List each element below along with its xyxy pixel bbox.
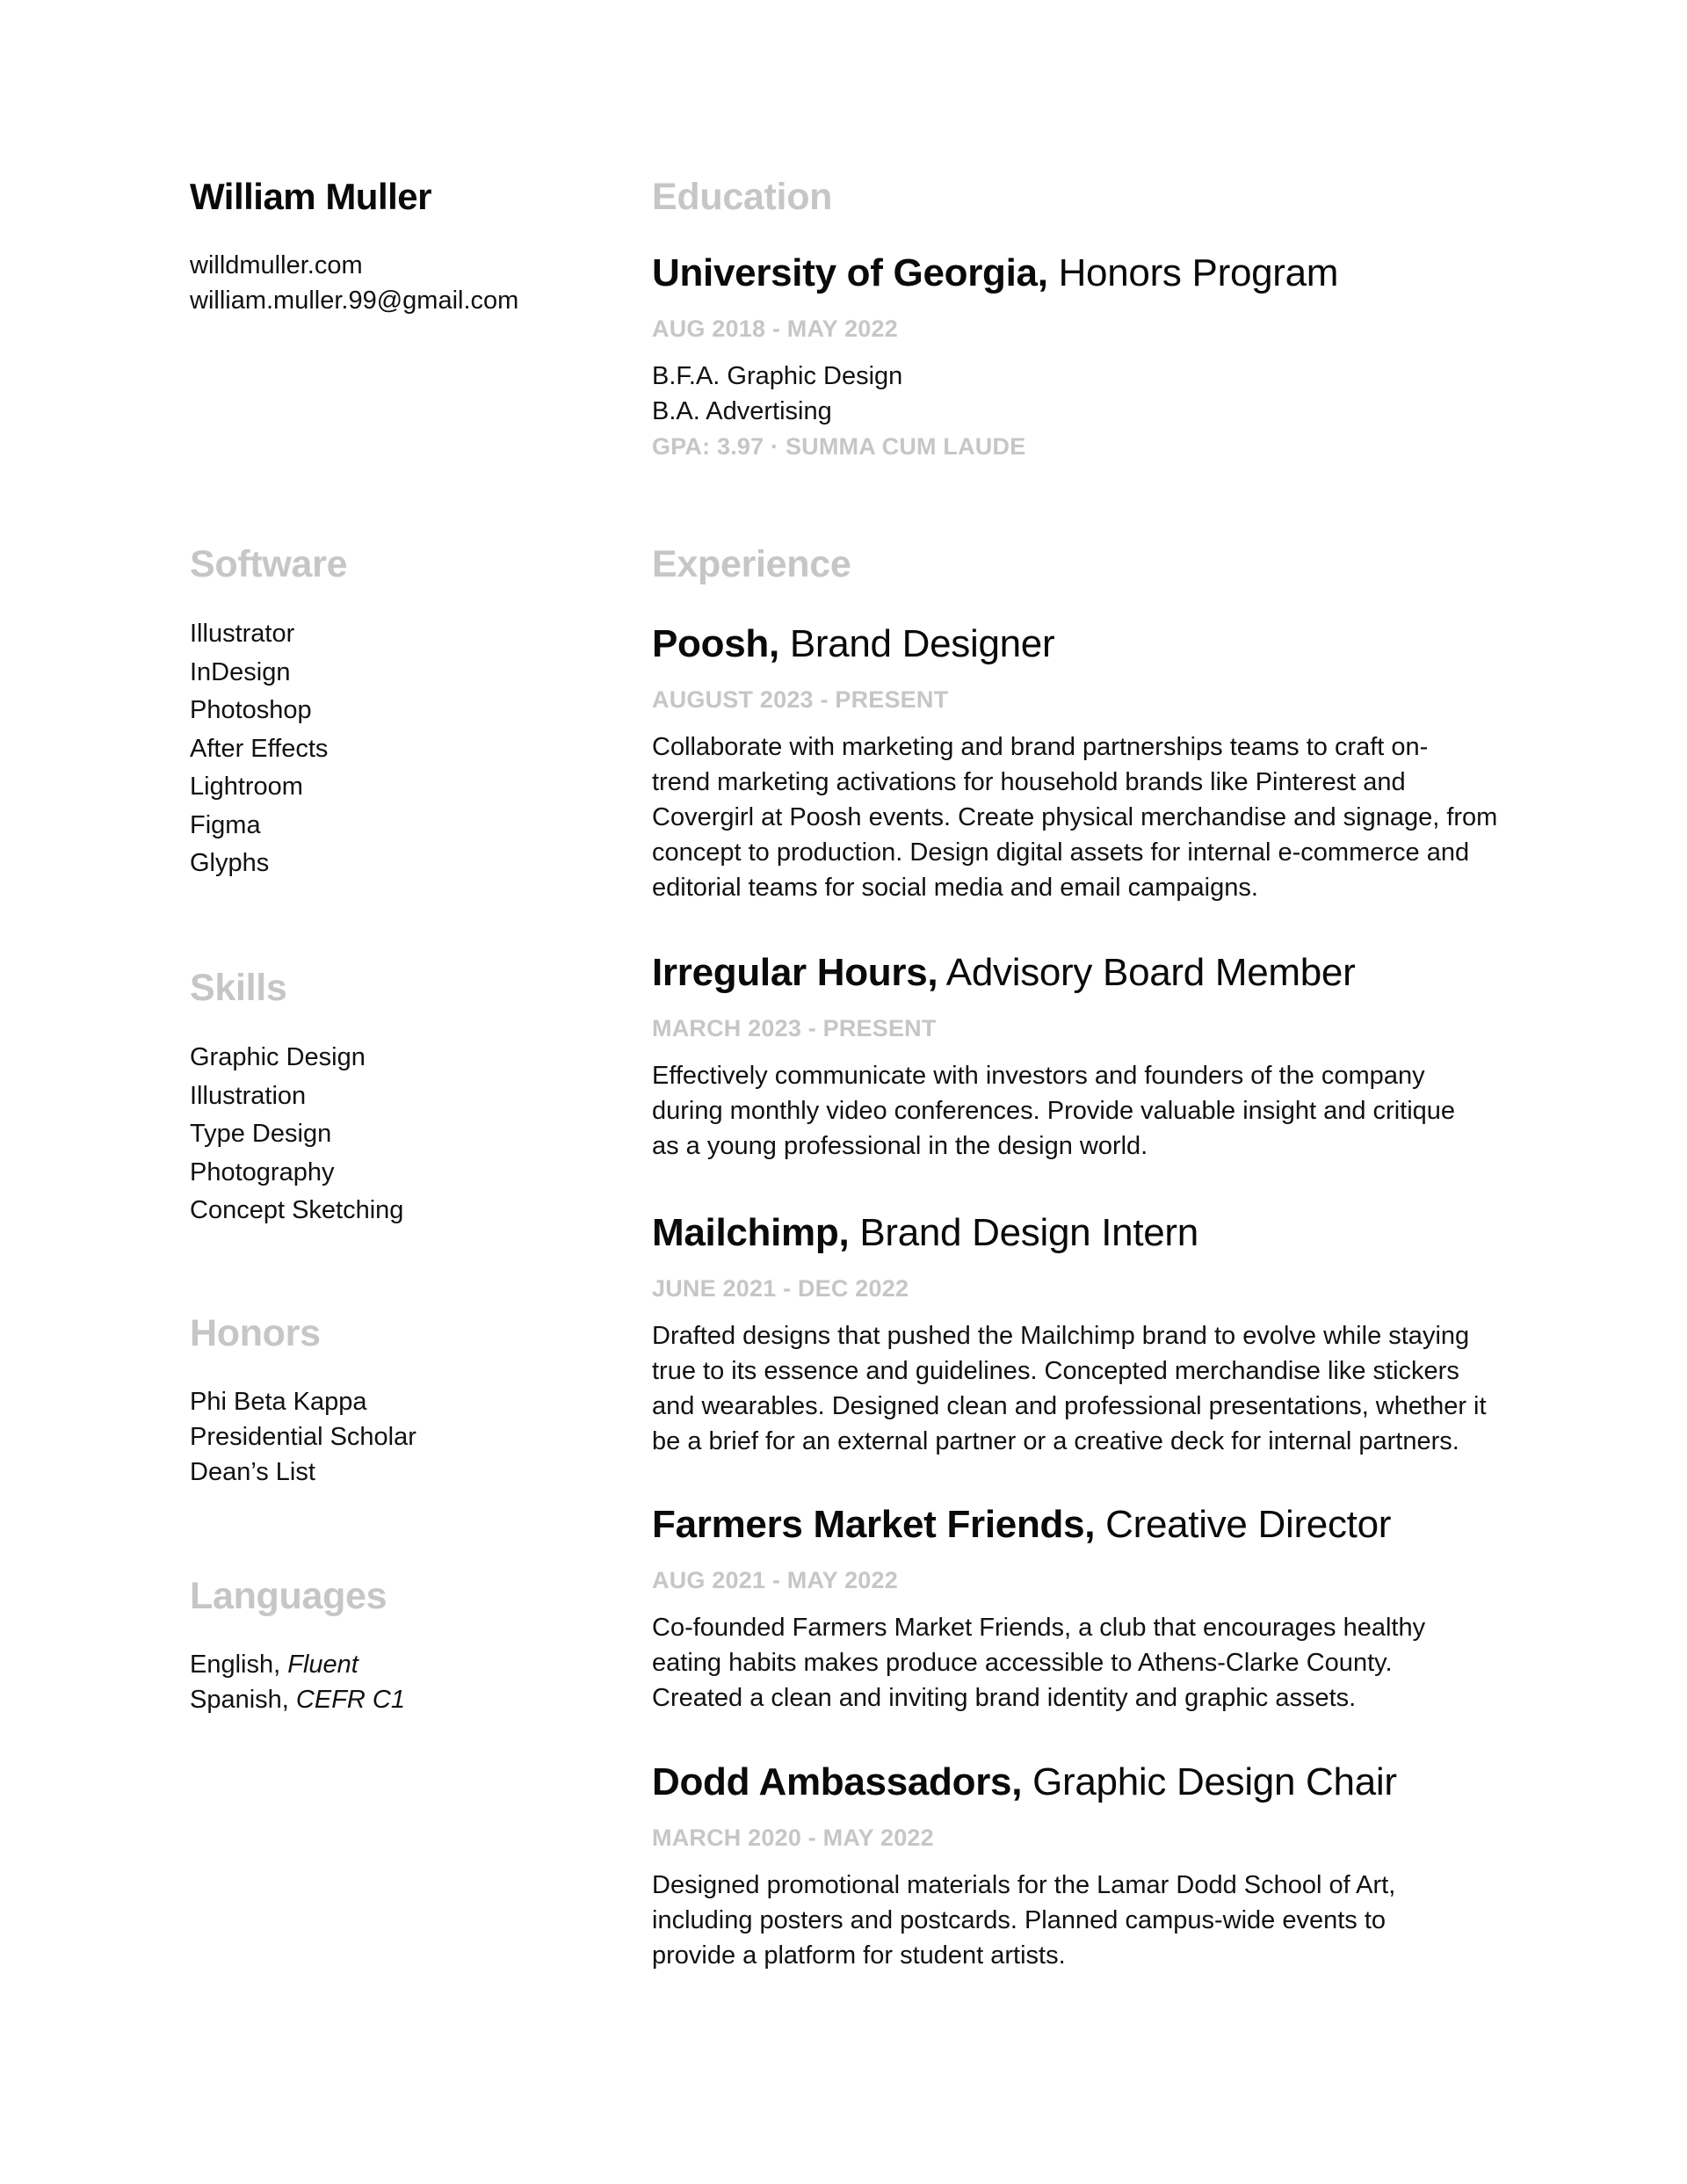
list-item: Dean’s List <box>190 1458 315 1486</box>
description-line: be a brief for an external partner or a creative deck for internal partners. <box>652 1427 1459 1455</box>
description-line: as a young professional in the design world. <box>652 1132 1148 1160</box>
contact-info <box>190 248 612 318</box>
description-line: during monthly video conferences. Provide valuable insight and critique <box>652 1097 1456 1125</box>
job-role: Graphic Design Chair <box>1032 1760 1397 1803</box>
language-name: English, <box>190 1651 281 1679</box>
list-item: Photography <box>190 1157 335 1186</box>
list-item: Concept Sketching <box>190 1196 404 1224</box>
degree: B.A. Advertising <box>652 397 832 425</box>
job-description <box>652 1058 1531 1164</box>
description-line: Covergirl at Poosh events. Create physical merchandise and signage, from <box>652 803 1498 831</box>
education-title: Education <box>652 176 833 218</box>
job-org: Mailchimp, <box>652 1211 850 1254</box>
education-gpa: GPA: 3.97 · SUMMA CUM LAUDE <box>652 433 1026 460</box>
list-item: Type Design <box>190 1120 332 1148</box>
honors-section <box>190 1309 416 1490</box>
description-line: Collaborate with marketing and brand partnerships teams to craft on- <box>652 733 1429 761</box>
description-line: provide a platform for student artists. <box>652 1941 1066 1970</box>
list-item: Figma <box>190 810 261 839</box>
job-org: Irregular Hours, <box>652 951 938 994</box>
job-heading <box>652 1499 1531 1550</box>
skills-title: Skills <box>190 967 287 1009</box>
list-item <box>190 1682 405 1717</box>
description-line: Effectively communicate with investors and founders of the company <box>652 1062 1425 1090</box>
experience-entry <box>652 947 1531 1164</box>
education-section <box>652 172 1531 464</box>
education-degrees <box>652 359 1531 464</box>
job-description <box>652 729 1531 905</box>
job-role: Creative Director <box>1105 1503 1392 1546</box>
job-description <box>652 1868 1531 1973</box>
job-heading <box>652 947 1531 998</box>
honors-title: Honors <box>190 1312 321 1354</box>
website-link[interactable]: willdmuller.com <box>190 251 363 279</box>
description-line: including posters and postcards. Planned campus-wide events to <box>652 1906 1387 1934</box>
education-org: University of Georgia, <box>652 251 1048 294</box>
skills-list <box>190 1039 403 1230</box>
experience-entry <box>652 1208 1531 1459</box>
description-line: true to its essence and guidelines. Concepted merchandise like stickers <box>652 1357 1459 1385</box>
list-item: Graphic Design <box>190 1043 366 1071</box>
job-org: Poosh, <box>652 622 779 665</box>
job-role: Advisory Board Member <box>945 951 1356 994</box>
job-dates: AUGUST 2023 - PRESENT <box>652 686 949 713</box>
job-dates: JUNE 2021 - DEC 2022 <box>652 1275 909 1302</box>
description-line: concept to production. Design digital assets for internal e-commerce and <box>652 838 1470 867</box>
experience-entry <box>652 1757 1531 1973</box>
list-item: Phi Beta Kappa <box>190 1388 367 1416</box>
list-item: Presidential Scholar <box>190 1423 416 1451</box>
software-title: Software <box>190 543 348 585</box>
email-link[interactable]: william.muller.99@gmail.com <box>190 287 519 315</box>
software-list <box>190 615 347 883</box>
job-org: Farmers Market Friends, <box>652 1503 1096 1546</box>
languages-title: Languages <box>190 1575 387 1617</box>
experience-entry <box>652 619 1531 905</box>
job-heading <box>652 1757 1531 1808</box>
description-line: eating habits makes produce accessible to Athens-Clarke County. <box>652 1649 1393 1677</box>
experience-entry <box>652 1499 1531 1716</box>
description-line: Drafted designs that pushed the Mailchimp brand to evolve while staying <box>652 1322 1470 1350</box>
job-dates: AUG 2021 - MAY 2022 <box>652 1567 898 1593</box>
description-line: trend marketing activations for household brands like Pinterest and <box>652 768 1406 796</box>
description-line: Designed promotional materials for the Lamar Dodd School of Art, <box>652 1871 1396 1899</box>
list-item: Illustrator <box>190 620 295 648</box>
job-heading <box>652 1208 1531 1259</box>
description-line: Co-founded Farmers Market Friends, a club that encourages healthy <box>652 1614 1426 1642</box>
job-org: Dodd Ambassadors, <box>652 1760 1023 1803</box>
education-dates: AUG 2018 - MAY 2022 <box>652 316 898 342</box>
list-item: Illustration <box>190 1081 307 1110</box>
education-heading <box>652 248 1531 299</box>
software-section <box>190 540 347 883</box>
list-item <box>190 1647 405 1682</box>
languages-section <box>190 1571 405 1717</box>
description-line: Created a clean and inviting brand identity and graphic assets. <box>652 1684 1357 1712</box>
description-line: and wearables. Designed clean and professional presentations, whether it <box>652 1392 1487 1420</box>
honors-list <box>190 1384 416 1490</box>
left-column <box>190 172 612 1714</box>
job-description <box>652 1318 1531 1459</box>
list-item: Glyphs <box>190 849 270 877</box>
description-line: editorial teams for social media and email campaigns. <box>652 874 1258 902</box>
job-dates: MARCH 2023 - PRESENT <box>652 1015 937 1041</box>
job-role: Brand Design Intern <box>859 1211 1198 1254</box>
job-dates: MARCH 2020 - MAY 2022 <box>652 1825 934 1851</box>
experience-title: Experience <box>652 543 851 585</box>
language-level: CEFR C1 <box>295 1686 405 1714</box>
job-description <box>652 1610 1531 1716</box>
list-item: After Effects <box>190 734 329 763</box>
job-heading <box>652 619 1531 670</box>
list-item: Photoshop <box>190 696 312 724</box>
skills-section <box>190 963 403 1230</box>
language-level: Fluent <box>287 1651 358 1679</box>
languages-list <box>190 1647 405 1717</box>
list-item: InDesign <box>190 657 291 686</box>
job-role: Brand Designer <box>789 622 1055 665</box>
list-item: Lightroom <box>190 773 303 801</box>
degree: B.F.A. Graphic Design <box>652 362 903 390</box>
language-name: Spanish, <box>190 1686 289 1714</box>
education-program: Honors Program <box>1058 251 1339 294</box>
person-name: William Muller <box>190 176 432 217</box>
